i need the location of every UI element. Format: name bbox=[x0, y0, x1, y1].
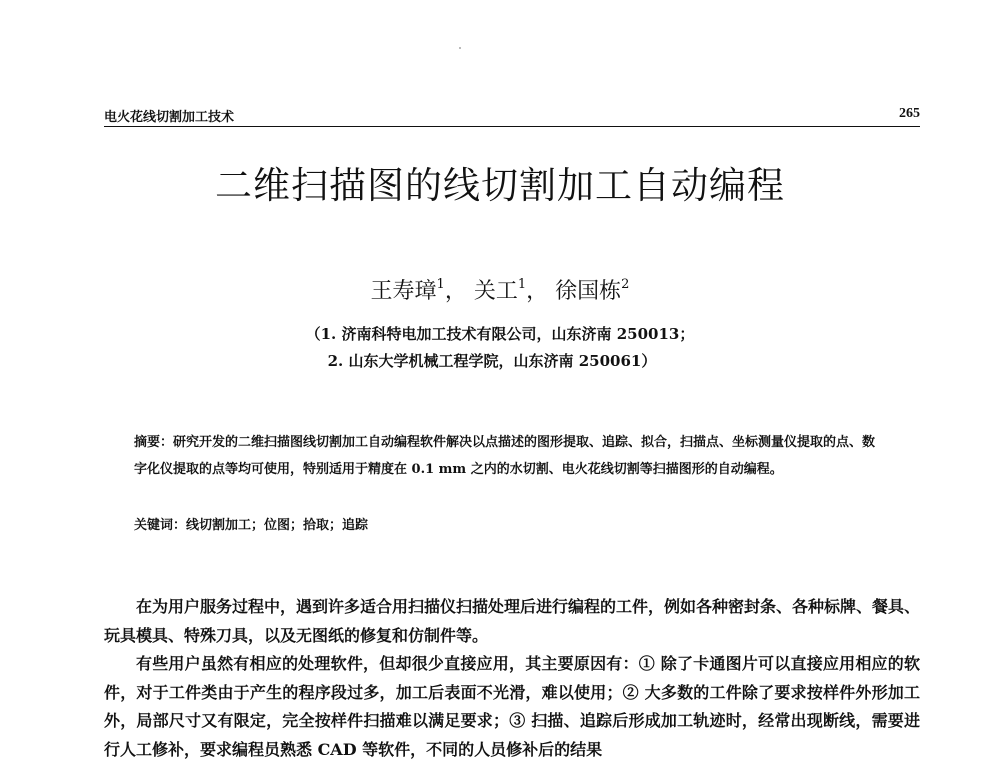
keywords bbox=[134, 514, 886, 533]
body-text bbox=[104, 593, 920, 764]
affiliation-2: 2. 山东大学机械工程学院，山东济南 250061） bbox=[327, 352, 657, 370]
paper-title: 二维扫描图的线切割加工自动编程 bbox=[215, 164, 785, 207]
abstract-label: 摘要： bbox=[134, 435, 174, 450]
author-affiliation-mark: 2 bbox=[621, 277, 630, 292]
running-header bbox=[104, 104, 920, 127]
author-name: 徐国栋 bbox=[555, 279, 622, 304]
author-name: 王寿璋 bbox=[370, 279, 437, 304]
author-affiliation-mark: 1 bbox=[517, 277, 527, 292]
author-affiliation-mark: 1 bbox=[436, 277, 445, 292]
keywords-text: 线切割加工；位图；拾取；追踪 bbox=[186, 518, 369, 533]
abstract-text: 研究开发的二维扫描图线切割加工自动编程软件解决以点描述的图形提取、追踪、拟合，扫描点、坐标测量仪提取的点、数字化仪提取的点等均可使用，特别适用于精度在 0.1 mm 之内的水切割、电火花线切割等扫描图形的自动编程。 bbox=[134, 435, 876, 477]
affiliation-1: （1. 济南科特电加工技术有限公司，山东济南 250013； bbox=[305, 325, 695, 343]
abstract bbox=[134, 430, 886, 483]
keywords-label: 关键词： bbox=[134, 518, 187, 533]
page-number: 265 bbox=[899, 106, 920, 121]
journal-section: 电火花线切割加工技术 bbox=[104, 110, 235, 125]
scan-speck bbox=[459, 47, 461, 49]
author-list bbox=[0, 274, 1000, 305]
author-separator: ， bbox=[444, 279, 467, 304]
author-name: 关工 bbox=[473, 279, 518, 304]
body-paragraph: 有些用户虽然有相应的处理软件，但却很少直接应用，其主要原因有：① 除了卡通图片可以直接应用相应的软件，对于工件类由于产生的程序段过多，加工后表面不光滑，难以使用；② 大多数的工件除了要求按样件外形加工外，局部尺寸又有限定，完全按样件扫描难以满足要求；③ 扫描、追踪后形成加工轨迹时，经常出现断线，需要进行人工修补，要求编程员熟悉 CAD 等软件，不同的人员修补后的结果 bbox=[104, 654, 920, 759]
author-separator: ， bbox=[526, 279, 549, 304]
body-paragraph: 在为用户服务过程中，遇到许多适合用扫描仪扫描处理后进行编程的工件，例如各种密封条、各种标牌、餐具、玩具模具、特殊刀具，以及无图纸的修复和仿制件等。 bbox=[104, 597, 921, 645]
